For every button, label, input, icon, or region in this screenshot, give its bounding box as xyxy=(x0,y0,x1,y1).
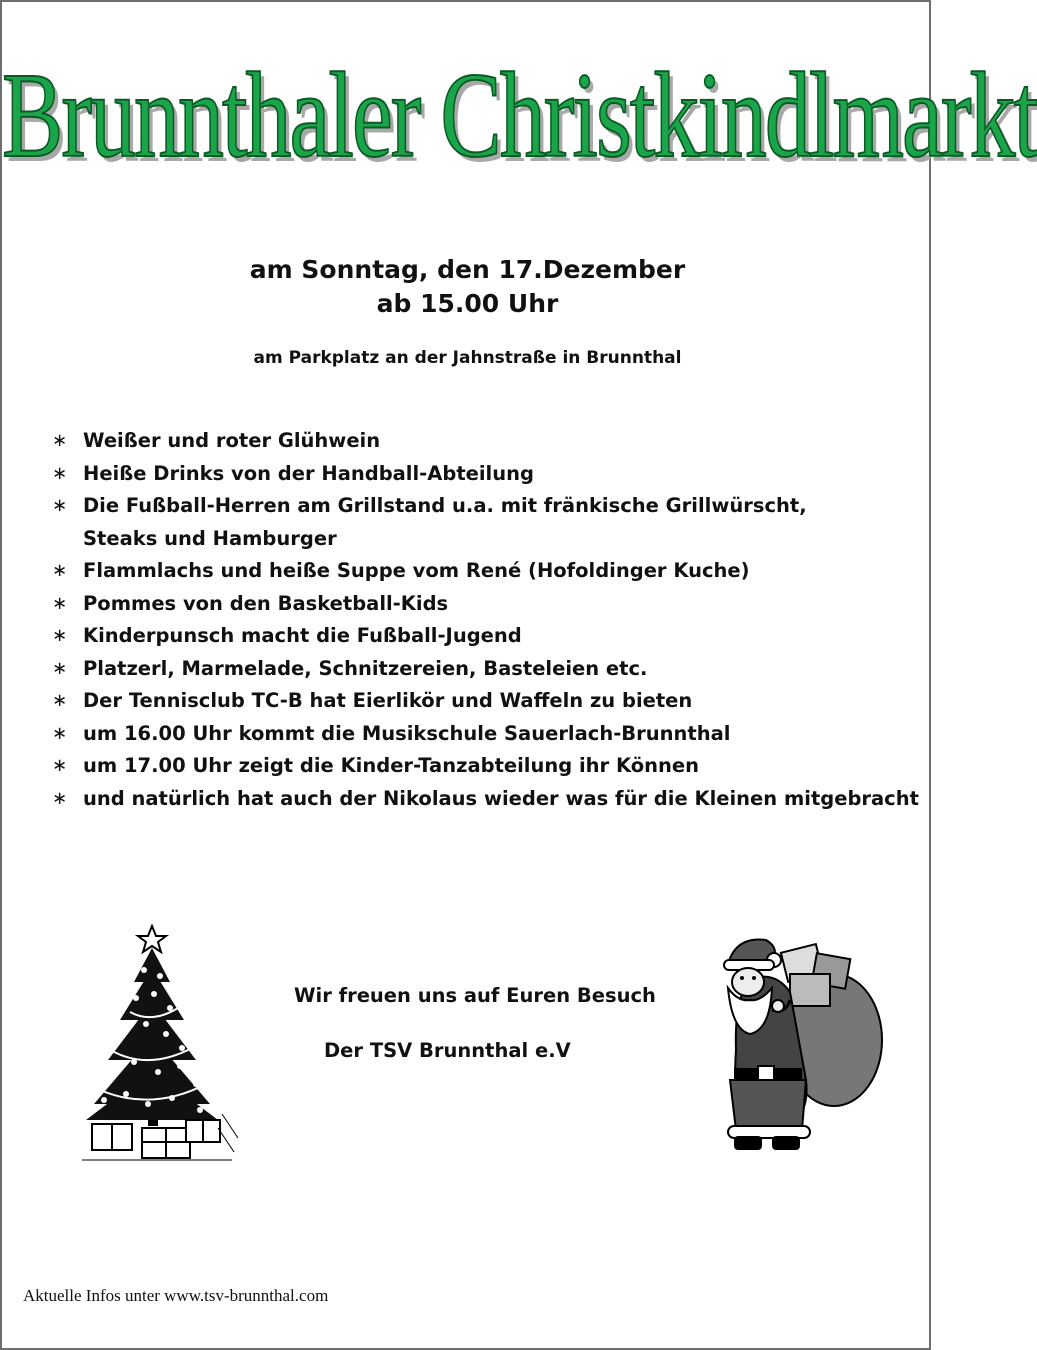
program-item-text: Der Tennisclub TC-B hat Eierlikör und Waffeln zu bieten xyxy=(83,689,693,712)
page-title: Brunnthaler Christkindlmarkt xyxy=(2,47,1037,183)
program-list-item xyxy=(52,685,912,718)
bullet-icon: ∗ xyxy=(52,722,68,744)
bullet-icon: ∗ xyxy=(52,462,68,484)
program-item-text: Kinderpunsch macht die Fußball-Jugend xyxy=(83,624,522,647)
program-list-item xyxy=(52,750,912,783)
program-list-item xyxy=(52,588,912,621)
bullet-icon: ∗ xyxy=(52,560,68,581)
bullet-icon: ∗ xyxy=(52,657,68,679)
bullet-icon: ∗ xyxy=(52,430,68,451)
program-item-text: Die Fußball-Herren am Grillstand u.a. mit fränkische Grillwürscht, xyxy=(83,494,807,517)
bullet-icon: ∗ xyxy=(52,755,68,776)
program-list-item xyxy=(52,490,912,555)
bullet-icon: ∗ xyxy=(52,787,68,809)
bullet-icon: ∗ xyxy=(52,592,68,614)
closing-signature: Der TSV Brunnthal e.V xyxy=(324,1039,571,1062)
program-item-text: um 16.00 Uhr kommt die Musikschule Sauerlach-Brunnthal xyxy=(83,721,731,745)
program-item-text: Steaks und Hamburger xyxy=(83,526,337,550)
event-date: am Sonntag, den 17.Dezember xyxy=(249,255,686,284)
program-list-item xyxy=(52,653,912,686)
program-list-item xyxy=(52,620,912,653)
program-list-item xyxy=(52,783,919,816)
program-item-text: und natürlich hat auch der Nikolaus wieder was für die Kleinen mitgebracht xyxy=(83,786,919,810)
program-list-item xyxy=(52,555,912,588)
program-item-text: Weißer und roter Glühwein xyxy=(83,429,381,452)
closing-greeting: Wir freuen uns auf Euren Besuch xyxy=(294,984,656,1007)
program-list xyxy=(52,425,919,815)
event-time: ab 15.00 Uhr xyxy=(376,289,559,318)
program-item-text: Pommes von den Basketball-Kids xyxy=(83,591,449,615)
program-item-text: Platzerl, Marmelade, Schnitzereien, Basteleien etc. xyxy=(83,656,648,680)
christmas-tree-icon xyxy=(82,924,242,1162)
bullet-icon: ∗ xyxy=(52,625,68,646)
program-item-text: um 17.00 Uhr zeigt die Kinder-Tanzabteilung ihr Können xyxy=(83,754,700,777)
program-list-item xyxy=(52,718,912,751)
santa-claus-icon xyxy=(714,930,889,1152)
program-list-item xyxy=(52,458,912,491)
bullet-icon: ∗ xyxy=(52,690,68,711)
program-item-text: Flammlachs und heiße Suppe vom René (Hofoldinger Kuche) xyxy=(83,559,750,582)
bullet-icon: ∗ xyxy=(52,495,68,516)
footer-info: Aktuelle Infos unter www.tsv-brunnthal.com xyxy=(23,1286,329,1305)
program-list-item xyxy=(52,425,912,458)
program-item-text: Heiße Drinks von der Handball-Abteilung xyxy=(83,461,534,485)
event-location: am Parkplatz an der Jahnstraße in Brunnthal xyxy=(253,348,682,368)
